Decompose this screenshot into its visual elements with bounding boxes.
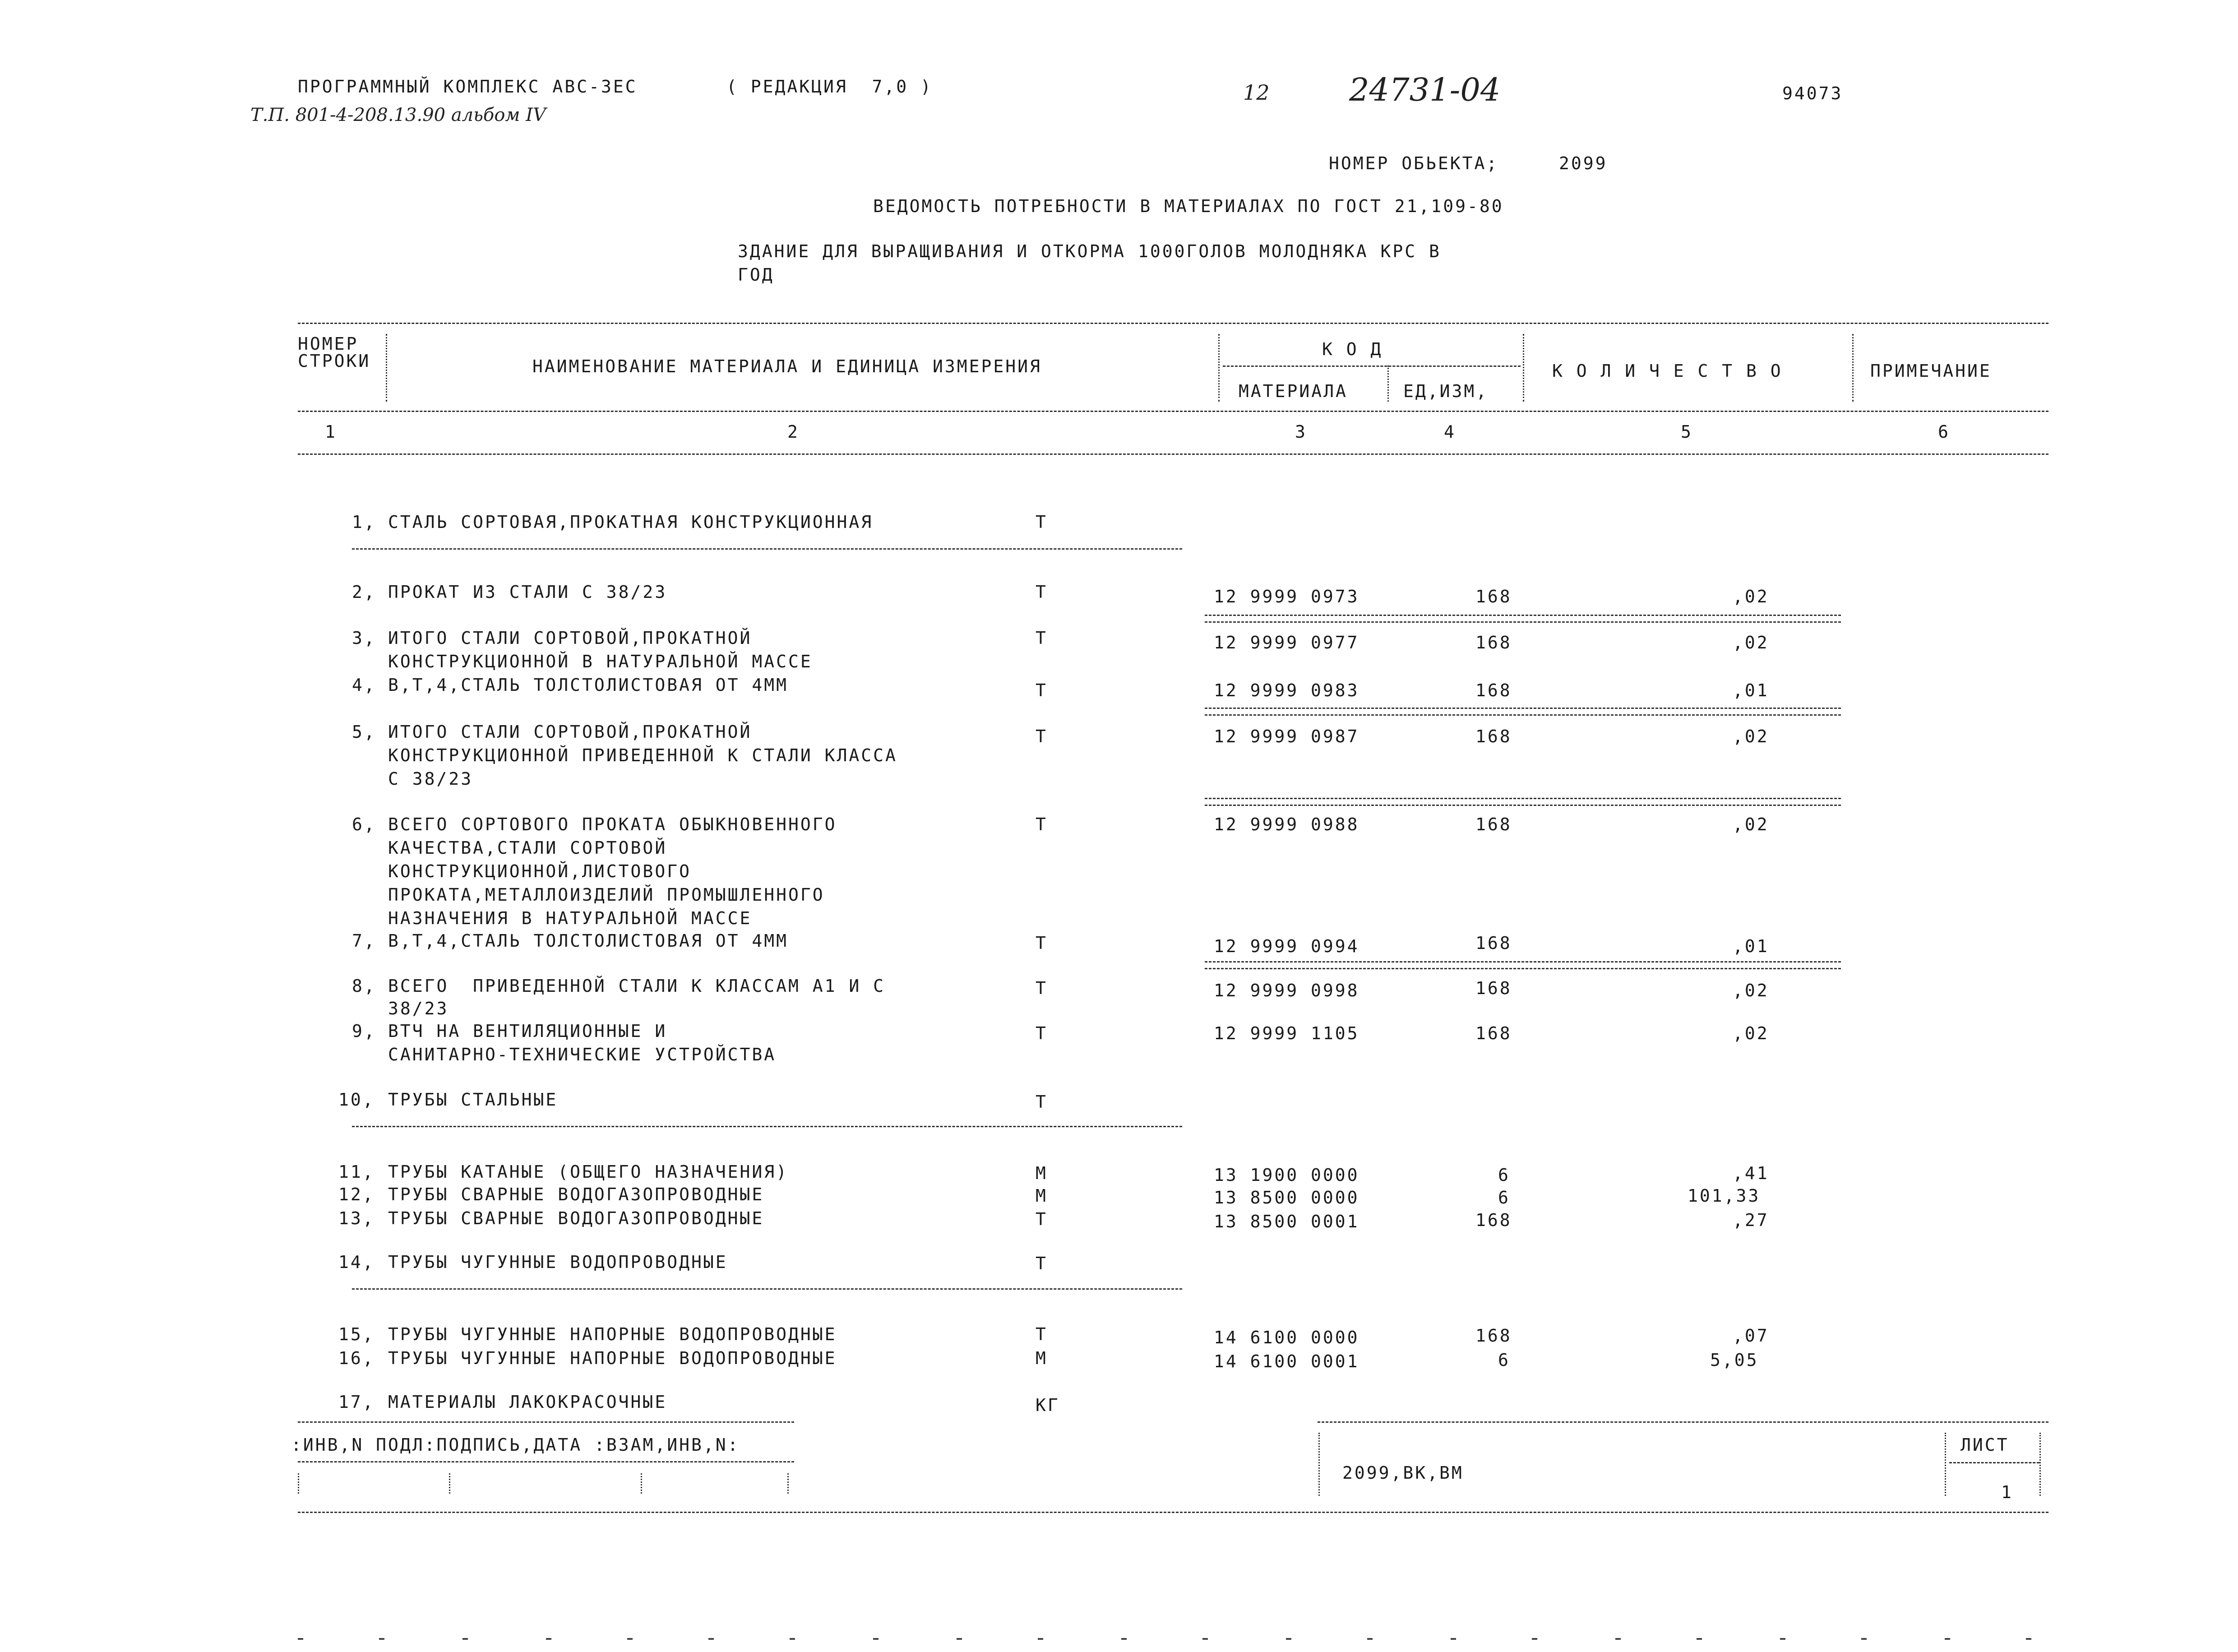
unit: Т xyxy=(1036,680,1048,700)
row-number: 11, xyxy=(338,1162,375,1182)
printer-mark xyxy=(1038,1638,1043,1640)
handwritten-page-number: 12 xyxy=(1243,80,1270,105)
section-rule xyxy=(352,1288,1182,1290)
material-name: КОНСТРУКЦИОННОЙ,ЛИСТОВОГО xyxy=(388,861,691,881)
material-code: 12 9999 0988 xyxy=(1214,814,1359,834)
printer-mark xyxy=(462,1638,468,1640)
material-name: САНИТАРНО-ТЕХНИЧЕСКИЕ УСТРОЙСТВА xyxy=(388,1045,777,1064)
header-unit-code: ЕД,ИЗМ, xyxy=(1403,381,1489,401)
header-quantity: К О Л И Ч Е С Т В О xyxy=(1552,361,1783,381)
stamp-separator xyxy=(2039,1433,2041,1496)
header-separator xyxy=(1523,334,1524,402)
unit: Т xyxy=(1036,814,1048,834)
drawing-code: 2099,ВК,ВМ xyxy=(1342,1463,1464,1483)
section-rule xyxy=(352,548,1182,550)
printer-mark xyxy=(1451,1638,1456,1640)
row-number: 4, xyxy=(352,675,376,695)
edition-label: ( РЕДАКЦИЯ 7,0 ) xyxy=(726,77,933,97)
row-number: 3, xyxy=(352,628,376,648)
column-number: 2 xyxy=(787,422,800,442)
printer-mark xyxy=(627,1638,633,1640)
unit: Т xyxy=(1036,978,1048,998)
handwritten-album-note: Т.П. 801-4-208.13.90 альбом IV xyxy=(250,105,546,125)
section-rule xyxy=(352,1126,1182,1127)
printer-mark xyxy=(298,1638,303,1640)
material-code: 12 9999 0994 xyxy=(1214,936,1359,956)
sheet-number: 1 xyxy=(2001,1482,2013,1502)
row-number: 9, xyxy=(352,1021,376,1041)
printer-mark xyxy=(1697,1638,1702,1640)
material-name: КОНСТРУКЦИОННОЙ В НАТУРАЛЬНОЙ МАССЕ xyxy=(388,652,813,671)
unit-code: 168 xyxy=(1475,1023,1512,1043)
material-name: ТРУБЫ СТАЛЬНЫЕ xyxy=(388,1090,558,1110)
header-material-code: МАТЕРИАЛА xyxy=(1239,381,1348,401)
printer-mark xyxy=(1945,1638,1950,1640)
material-name: ПРОКАТ ИЗ СТАЛИ С 38/23 xyxy=(388,582,667,602)
quantity: ,02 xyxy=(1733,633,1769,652)
unit: КГ xyxy=(1036,1395,1060,1415)
column-number: 5 xyxy=(1681,422,1693,442)
unit-code: 168 xyxy=(1475,1210,1512,1230)
header-separator xyxy=(1218,334,1220,402)
row-number: 10, xyxy=(338,1090,375,1110)
printer-mark xyxy=(1202,1638,1208,1640)
material-code: 12 9999 0998 xyxy=(1214,981,1359,1000)
printer-mark xyxy=(1532,1638,1537,1640)
printer-mark xyxy=(2026,1638,2031,1640)
printer-mark xyxy=(379,1638,384,1640)
unit: Т xyxy=(1036,1209,1048,1229)
table-top-rule xyxy=(298,323,2048,324)
printer-mark xyxy=(873,1638,879,1640)
unit: Т xyxy=(1036,1092,1048,1112)
row-number: 1, xyxy=(352,512,376,532)
program-title: ПРОГРАММНЫЙ КОМПЛЕКС АВС-3ЕС xyxy=(298,77,638,97)
row-number: 13, xyxy=(338,1208,375,1228)
header-note: ПРИМЕЧАНИЕ xyxy=(1870,361,1992,381)
row-number: 2, xyxy=(352,582,376,602)
column-number: 3 xyxy=(1295,422,1307,442)
material-code: 14 6100 0001 xyxy=(1214,1351,1359,1371)
unit: Т xyxy=(1036,933,1048,953)
stamp-separator xyxy=(787,1473,789,1494)
quantity: ,02 xyxy=(1733,981,1769,1000)
material-name: ИТОГО СТАЛИ СОРТОВОЙ,ПРОКАТНОЙ xyxy=(388,722,752,742)
material-name: ТРУБЫ ЧУГУННЫЕ ВОДОПРОВОДНЫЕ xyxy=(388,1252,728,1272)
unit-code: 168 xyxy=(1475,727,1512,746)
building-title-line1: ЗДАНИЕ ДЛЯ ВЫРАЩИВАНИЯ И ОТКОРМА 1000ГОЛОВ МОЛОДНЯКА КРС В xyxy=(738,241,1441,261)
material-name: С 38/23 xyxy=(388,769,473,789)
object-number-label: НОМЕР ОБЬЕКТА; xyxy=(1329,153,1499,173)
header-material-name: НАИМЕНОВАНИЕ МАТЕРИАЛА И ЕДИНИЦА ИЗМЕРЕНИЯ xyxy=(532,356,1042,376)
quantity: ,02 xyxy=(1733,814,1769,834)
unit-code: 168 xyxy=(1475,978,1512,998)
material-name: ВСЕГО СОРТОВОГО ПРОКАТА ОБЫКНОВЕННОГО xyxy=(388,814,837,834)
printer-mark xyxy=(546,1638,551,1640)
material-name: НАЗНАЧЕНИЯ В НАТУРАЛЬНОЙ МАССЕ xyxy=(388,908,752,928)
material-name: ИТОГО СТАЛИ СОРТОВОЙ,ПРОКАТНОЙ xyxy=(388,628,752,648)
header-code-split-rule xyxy=(1223,366,1521,367)
printer-mark xyxy=(1367,1638,1373,1640)
printer-mark xyxy=(1121,1638,1127,1640)
total-rule xyxy=(1205,798,1841,806)
stamp-bottom-rule xyxy=(298,1512,2048,1513)
column-number: 1 xyxy=(325,422,337,442)
quantity: ,02 xyxy=(1733,1023,1769,1043)
column-number: 4 xyxy=(1444,422,1456,442)
sheet-label: ЛИСТ xyxy=(1961,1435,2009,1455)
unit-code: 6 xyxy=(1498,1188,1510,1208)
unit-code: 168 xyxy=(1475,680,1512,700)
header-separator xyxy=(386,334,387,402)
object-number: 2099 xyxy=(1559,153,1608,173)
handwritten-project-code: 24731-04 xyxy=(1349,71,1501,108)
header-row-number-line1: НОМЕР xyxy=(298,334,359,354)
column-number: 6 xyxy=(1938,422,1950,442)
material-name: ТРУБЫ СВАРНЫЕ ВОДОГАЗОПРОВОДНЫЕ xyxy=(388,1185,764,1204)
total-rule xyxy=(1205,708,1841,716)
material-name: КАЧЕСТВА,СТАЛИ СОРТОВОЙ xyxy=(388,838,667,858)
material-name: ТРУБЫ КАТАНЫЕ (ОБЩЕГО НАЗНАЧЕНИЯ) xyxy=(388,1162,788,1182)
quantity: ,01 xyxy=(1733,680,1769,700)
unit-code: 168 xyxy=(1475,1326,1512,1346)
printer-mark xyxy=(1780,1638,1785,1640)
row-number: 6, xyxy=(352,814,376,834)
stamp-fields: :ИНВ,N ПОДЛ:ПОДПИСЬ,ДАТА :ВЗАМ,ИНВ,N: xyxy=(291,1435,740,1455)
quantity: ,07 xyxy=(1733,1326,1769,1346)
quantity: ,02 xyxy=(1733,727,1769,746)
material-code: 14 6100 0000 xyxy=(1214,1328,1359,1347)
row-number: 12, xyxy=(338,1185,375,1204)
material-name: ТРУБЫ СВАРНЫЕ ВОДОГАЗОПРОВОДНЫЕ xyxy=(388,1208,764,1228)
quantity: ,27 xyxy=(1733,1210,1769,1230)
unit: М xyxy=(1036,1348,1048,1368)
printer-mark xyxy=(1615,1638,1621,1640)
unit: Т xyxy=(1036,582,1048,602)
material-name: В,Т,4,СТАЛЬ ТОЛСТОЛИСТОВАЯ ОТ 4ММ xyxy=(388,675,788,695)
total-rule xyxy=(1205,615,1841,623)
printer-mark xyxy=(957,1638,962,1640)
statement-title: ВЕДОМОСТЬ ПОТРЕБНОСТИ В МАТЕРИАЛАХ ПО ГОСТ 21,109-80 xyxy=(873,196,1504,216)
stamp-top-rule xyxy=(298,1421,794,1423)
stamp-separator xyxy=(1945,1433,1946,1496)
row-number: 8, xyxy=(352,976,376,996)
material-name: ВТЧ НА ВЕНТИЛЯЦИОННЫЕ И xyxy=(388,1021,667,1041)
stamp-separator xyxy=(449,1473,450,1494)
unit: Т xyxy=(1036,1254,1048,1273)
header-bottom-rule xyxy=(298,411,2048,412)
material-name: КОНСТРУКЦИОННОЙ ПРИВЕДЕННОЙ К СТАЛИ КЛАССА xyxy=(388,745,897,765)
unit: Т xyxy=(1036,1324,1048,1344)
material-code: 12 9999 1105 xyxy=(1214,1023,1359,1043)
material-name: ВСЕГО ПРИВЕДЕННОЙ СТАЛИ К КЛАССАМ А1 И С xyxy=(388,976,885,996)
material-name: СТАЛЬ СОРТОВАЯ,ПРОКАТНАЯ КОНСТРУКЦИОННАЯ xyxy=(388,512,874,532)
quantity: 5,05 xyxy=(1710,1350,1759,1370)
printer-mark xyxy=(708,1638,714,1640)
stamp-separator xyxy=(298,1473,299,1494)
quantity: ,41 xyxy=(1733,1163,1769,1183)
material-code: 12 9999 0973 xyxy=(1214,587,1359,606)
row-number: 5, xyxy=(352,722,376,742)
column-number-rule xyxy=(298,453,2048,455)
printer-mark xyxy=(790,1638,795,1640)
printer-mark xyxy=(1286,1638,1291,1640)
stamp-separator xyxy=(641,1473,642,1494)
unit: М xyxy=(1036,1186,1048,1206)
material-name: ПРОКАТА,МЕТАЛЛОИЗДЕЛИЙ ПРОМЫШЛЕННОГО xyxy=(388,885,825,905)
material-name: В,Т,4,СТАЛЬ ТОЛСТОЛИСТОВАЯ ОТ 4ММ xyxy=(388,931,788,951)
stamp-separator xyxy=(1318,1433,1320,1496)
row-number: 15, xyxy=(338,1324,375,1344)
unit: М xyxy=(1036,1163,1048,1183)
material-code: 13 1900 0000 xyxy=(1214,1165,1359,1185)
unit-code: 168 xyxy=(1475,814,1512,834)
material-name: ТРУБЫ ЧУГУННЫЕ НАПОРНЫЕ ВОДОПРОВОДНЫЕ xyxy=(388,1324,837,1344)
unit: Т xyxy=(1036,727,1048,746)
material-name: 38/23 xyxy=(388,999,449,1018)
unit: Т xyxy=(1036,512,1048,532)
material-code: 12 9999 0983 xyxy=(1214,680,1359,700)
printer-mark xyxy=(1861,1638,1867,1640)
quantity: ,02 xyxy=(1733,587,1769,606)
material-code: 12 9999 0977 xyxy=(1214,633,1359,652)
row-number: 14, xyxy=(338,1252,375,1272)
unit-code: 168 xyxy=(1475,633,1512,652)
unit-code: 168 xyxy=(1475,587,1512,606)
unit: Т xyxy=(1036,628,1048,648)
unit-code: 6 xyxy=(1498,1165,1510,1185)
quantity: 101,33 xyxy=(1688,1186,1761,1206)
material-code: 12 9999 0987 xyxy=(1214,727,1359,746)
header-separator xyxy=(1852,334,1854,402)
quantity: ,01 xyxy=(1733,936,1769,956)
material-name: ТРУБЫ ЧУГУННЫЕ НАПОРНЫЕ ВОДОПРОВОДНЫЕ xyxy=(388,1348,837,1368)
row-number: 16, xyxy=(338,1348,375,1368)
building-title-line2: ГОД xyxy=(738,265,774,285)
header-row-number-line2: СТРОКИ xyxy=(298,351,371,371)
material-code: 13 8500 0001 xyxy=(1214,1212,1359,1231)
stamp-top-rule xyxy=(1318,1421,2048,1423)
document-number: 94073 xyxy=(1782,83,1843,103)
sheet-rule xyxy=(1949,1462,2039,1463)
unit: Т xyxy=(1036,1023,1048,1043)
row-number: 17, xyxy=(338,1392,375,1412)
row-number: 7, xyxy=(352,931,376,951)
unit-code: 6 xyxy=(1498,1350,1510,1370)
stamp-mid-rule xyxy=(298,1461,794,1462)
header-separator xyxy=(1387,366,1389,402)
unit-code: 168 xyxy=(1475,933,1512,953)
material-name: МАТЕРИАЛЫ ЛАКОКРАСОЧНЫЕ xyxy=(388,1392,667,1412)
material-code: 13 8500 0000 xyxy=(1214,1188,1359,1208)
total-rule xyxy=(1205,961,1841,969)
header-code: К О Д xyxy=(1322,339,1383,359)
